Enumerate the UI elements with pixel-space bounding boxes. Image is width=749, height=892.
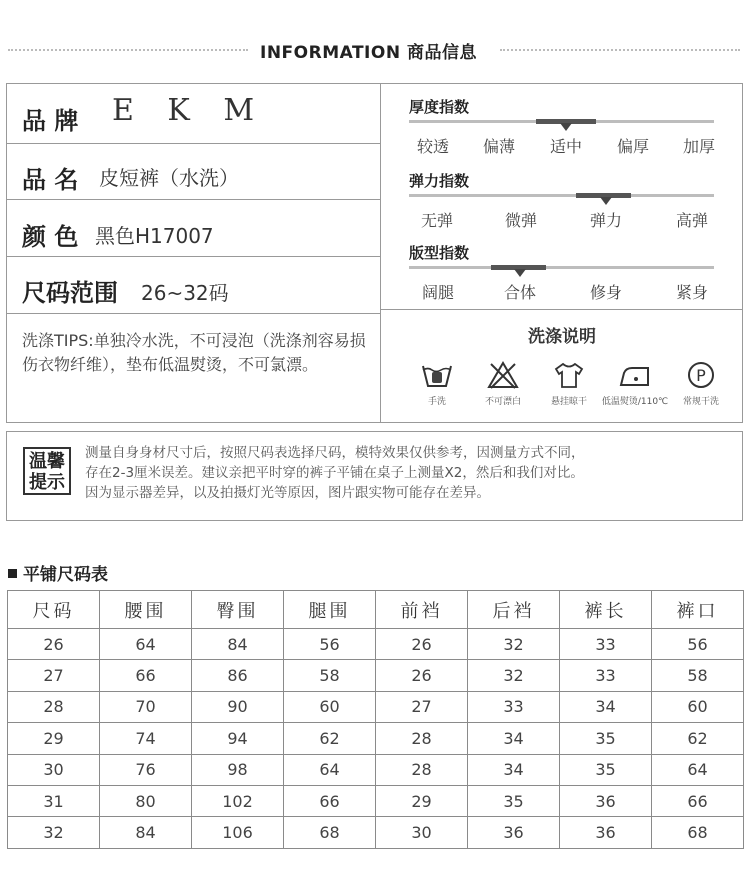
column-header: 裤口 (652, 591, 744, 629)
table-cell: 36 (468, 817, 560, 848)
size-table-header-row (8, 591, 744, 629)
low-iron-icon (618, 360, 652, 390)
table-cell: 70 (100, 691, 192, 722)
wash-item-no-bleach (467, 360, 539, 407)
table-cell: 31 (8, 785, 100, 816)
table-cell: 29 (8, 723, 100, 754)
thickness-scale (381, 90, 743, 160)
table-cell: 84 (192, 629, 284, 660)
table-row (8, 629, 744, 660)
brand-value: E K M (112, 93, 267, 128)
table-cell: 36 (560, 785, 652, 816)
thickness-option: 偏厚 (616, 137, 650, 156)
washing-title: 洗涤说明 (528, 327, 596, 347)
table-cell: 28 (376, 754, 468, 785)
thickness-option: 适中 (549, 137, 583, 156)
fit-option: 阔腿 (421, 283, 455, 302)
table-cell: 84 (100, 817, 192, 848)
table-cell: 74 (100, 723, 192, 754)
elasticity-title: 弹力指数 (409, 172, 470, 190)
table-cell: 68 (652, 817, 744, 848)
name-value: 皮短裤（水洗） (99, 166, 239, 190)
table-row (8, 817, 744, 848)
fabric-indices (381, 84, 743, 423)
elasticity-marker-icon (600, 197, 612, 205)
table-cell: 66 (100, 660, 192, 691)
elasticity-scale (381, 164, 743, 234)
column-header: 尺码 (8, 591, 100, 629)
elasticity-option: 无弹 (420, 211, 454, 230)
hang-dry-icon (552, 360, 586, 390)
column-header: 前裆 (376, 591, 468, 629)
table-cell: 35 (468, 785, 560, 816)
size-range-label: 尺码范围 (22, 279, 118, 307)
table-cell: 56 (284, 629, 376, 660)
name-label: 品 名 (22, 166, 79, 194)
elasticity-option: 微弹 (504, 211, 538, 230)
svg-text:P: P (696, 366, 706, 385)
fit-marker-icon (514, 269, 526, 277)
wash-caption: 不可漂白 (484, 397, 521, 407)
table-cell: 58 (652, 660, 744, 691)
fit-scale (381, 236, 743, 306)
table-cell: 64 (100, 629, 192, 660)
elasticity-bar (409, 194, 714, 197)
wash-caption: 手洗 (427, 397, 446, 407)
reminder-badge-line: 温馨 (29, 451, 65, 472)
wash-item-dry-clean (665, 360, 737, 407)
table-cell: 26 (376, 629, 468, 660)
table-cell: 34 (468, 723, 560, 754)
reminder-badge (23, 447, 71, 495)
table-cell: 64 (284, 754, 376, 785)
product-info-box (6, 83, 743, 423)
table-cell: 34 (560, 691, 652, 722)
wash-item-hang-dry (533, 360, 605, 407)
page-title: INFORMATION 商品信息 (260, 43, 477, 63)
table-cell: 26 (8, 629, 100, 660)
table-cell: 32 (468, 660, 560, 691)
fit-option: 合体 (503, 283, 537, 302)
brand-label: 品 牌 (22, 107, 79, 135)
table-cell: 33 (560, 629, 652, 660)
table-cell: 27 (376, 691, 468, 722)
thickness-option: 较透 (416, 137, 450, 156)
table-row (8, 754, 744, 785)
table-cell: 66 (652, 785, 744, 816)
table-cell: 68 (284, 817, 376, 848)
table-row (8, 660, 744, 691)
table-cell: 33 (468, 691, 560, 722)
table-cell: 94 (192, 723, 284, 754)
table-cell: 86 (192, 660, 284, 691)
size-table-heading (8, 560, 108, 585)
size-table (7, 590, 744, 849)
wash-caption: 低温熨烫/110℃ (601, 397, 669, 407)
table-cell: 32 (468, 629, 560, 660)
elasticity-option: 高弹 (675, 211, 709, 230)
table-cell: 28 (376, 723, 468, 754)
table-cell: 90 (192, 691, 284, 722)
washing-instructions (381, 309, 743, 423)
section-header (0, 30, 749, 70)
size-range-value: 26~32码 (141, 281, 229, 305)
table-cell: 35 (560, 723, 652, 754)
wash-caption: 悬挂晾干 (550, 397, 587, 407)
thickness-option: 加厚 (682, 137, 716, 156)
fit-option: 修身 (589, 283, 623, 302)
fit-bar (409, 266, 714, 269)
color-label: 颜 色 (22, 223, 79, 251)
table-cell: 98 (192, 754, 284, 785)
table-cell: 80 (100, 785, 192, 816)
brand-row (7, 84, 381, 144)
color-row (7, 200, 381, 257)
table-row (8, 723, 744, 754)
column-header: 臀围 (192, 591, 284, 629)
table-cell: 29 (376, 785, 468, 816)
reminder-line: 存在2-3厘米误差。建议亲把平时穿的裤子平铺在桌子上测量X2，然后和我们对比。 (85, 465, 584, 481)
reminder-line: 测量自身身材尺寸后，按照尺码表选择尺码，模特效果仅供参考，因测量方式不同， (85, 445, 585, 461)
table-cell: 32 (8, 817, 100, 848)
table-cell: 102 (192, 785, 284, 816)
table-cell: 106 (192, 817, 284, 848)
header-divider-right (500, 49, 740, 51)
washing-tips: 洗涤TIPS:单独冷水洗，不可浸泡（洗涤剂容易损伤衣物纤维），垫布低温熨烫，不可氯漂。 (22, 331, 366, 374)
fit-title: 版型指数 (409, 244, 470, 262)
size-range-row (7, 257, 381, 314)
table-cell: 60 (284, 691, 376, 722)
thickness-option: 偏薄 (482, 137, 516, 156)
table-cell: 34 (468, 754, 560, 785)
table-cell: 60 (652, 691, 744, 722)
table-cell: 30 (376, 817, 468, 848)
wash-item-low-iron (599, 360, 671, 407)
table-cell: 33 (560, 660, 652, 691)
reminder-text (85, 443, 735, 503)
dry-clean-icon (684, 360, 718, 390)
table-row (8, 785, 744, 816)
size-table-body (8, 629, 744, 849)
table-cell: 35 (560, 754, 652, 785)
table-cell: 27 (8, 660, 100, 691)
size-table-title: 平铺尺码表 (23, 565, 108, 585)
thickness-title: 厚度指数 (409, 98, 470, 116)
table-cell: 62 (284, 723, 376, 754)
table-cell: 28 (8, 691, 100, 722)
column-header: 腿围 (284, 591, 376, 629)
fit-option: 紧身 (675, 283, 709, 302)
table-cell: 30 (8, 754, 100, 785)
header-divider-left (8, 49, 248, 51)
table-row (8, 691, 744, 722)
table-cell: 62 (652, 723, 744, 754)
table-cell: 26 (376, 660, 468, 691)
elasticity-option: 弹力 (589, 211, 623, 230)
table-cell: 64 (652, 754, 744, 785)
square-bullet-icon (8, 569, 17, 578)
table-cell: 66 (284, 785, 376, 816)
table-cell: 76 (100, 754, 192, 785)
wash-caption: 常规干洗 (682, 397, 719, 407)
no-bleach-icon (486, 360, 520, 390)
color-value: 黑色H17007 (95, 224, 214, 248)
column-header: 后裆 (468, 591, 560, 629)
table-cell: 36 (560, 817, 652, 848)
table-cell: 58 (284, 660, 376, 691)
column-header: 腰围 (100, 591, 192, 629)
thickness-marker-icon (560, 123, 572, 131)
reminder-line: 因为显示器差异，以及拍摄灯光等原因，图片跟实物可能存在差异。 (85, 485, 490, 501)
wash-item-hand-wash (401, 360, 473, 407)
reminder-box (6, 431, 743, 521)
table-cell: 56 (652, 629, 744, 660)
product-details (7, 84, 381, 423)
reminder-badge-line: 提示 (29, 472, 65, 493)
hand-wash-icon (420, 360, 454, 390)
column-header: 裤长 (560, 591, 652, 629)
name-row (7, 144, 381, 200)
